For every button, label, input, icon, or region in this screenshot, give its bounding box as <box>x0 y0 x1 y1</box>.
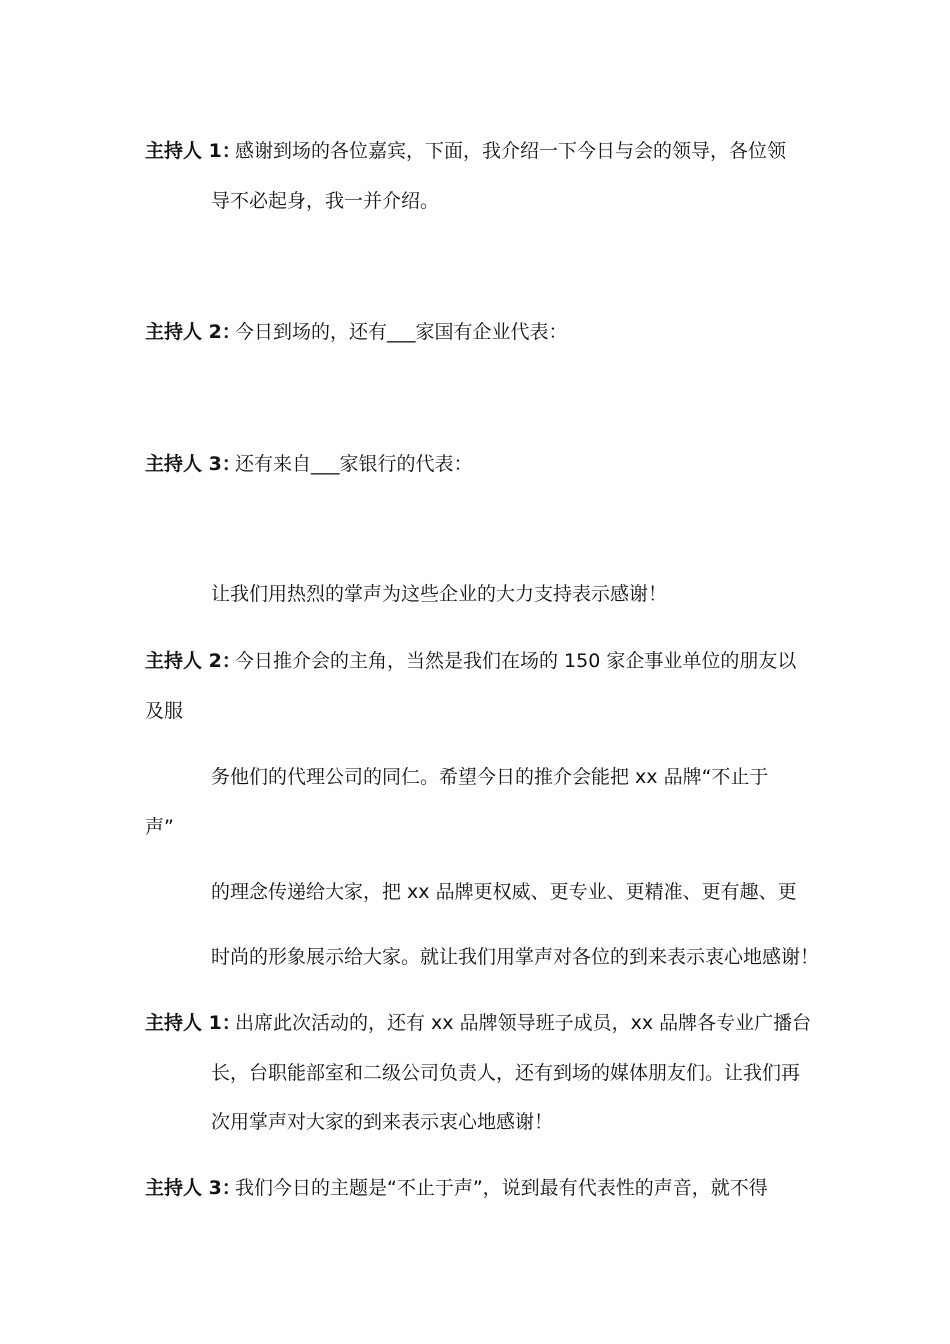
dialogue-line: 导不必起身，我一并介绍。 <box>211 190 440 212</box>
speaker-label: 主持人 3： <box>145 453 241 475</box>
dialogue-line: 次用掌声对大家的到来表示衷心地感谢！ <box>211 1111 554 1133</box>
dialogue-line: 我们今日的主题是“不止于声”，说到最有代表性的声音，就不得 <box>235 1177 768 1199</box>
speaker-label: 主持人 1： <box>145 1012 241 1034</box>
speaker-label: 主持人 2： <box>145 650 241 672</box>
speaker-label: 主持人 3： <box>145 1177 241 1199</box>
dialogue-line: 让我们用热烈的掌声为这些企业的大力支持表示感谢！ <box>211 583 668 605</box>
dialogue-line: 声” <box>145 816 174 838</box>
dialogue-line: 务他们的代理公司的同仁。希望今日的推介会能把 xx 品牌“不止于 <box>211 766 769 788</box>
dialogue-line: 的理念传递给大家，把 xx 品牌更权威、更专业、更精准、更有趣、更 <box>211 881 797 903</box>
dialogue-line: 长，台职能部室和二级公司负责人，还有到场的媒体朋友们。让我们再 <box>211 1062 801 1084</box>
dialogue-line: 还有来自___家银行的代表： <box>235 453 473 475</box>
dialogue-line: 及服 <box>145 700 184 722</box>
dialogue-line: 今日推介会的主角，当然是我们在场的 150 家企事业单位的朋友以 <box>235 650 797 672</box>
speaker-label: 主持人 2： <box>145 321 241 343</box>
dialogue-line: 时尚的形象展示给大家。就让我们用掌声对各位的到来表示衷心地感谢！ <box>211 946 820 968</box>
dialogue-line: 感谢到场的各位嘉宾，下面，我介绍一下今日与会的领导，各位领 <box>235 140 787 162</box>
speaker-label: 主持人 1： <box>145 140 241 162</box>
dialogue-line: 今日到场的，还有___家国有企业代表： <box>235 321 568 343</box>
dialogue-line: 出席此次活动的，还有 xx 品牌领导班子成员，xx 品牌各专业广播台 <box>235 1012 812 1034</box>
